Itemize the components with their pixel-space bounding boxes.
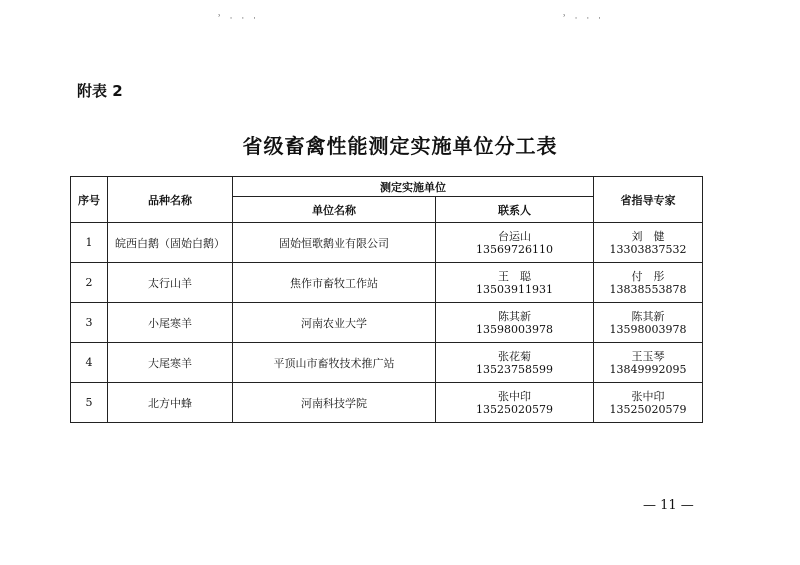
expert-phone: 13598003978 bbox=[609, 322, 687, 336]
assignment-table bbox=[70, 176, 703, 423]
row-expert bbox=[594, 383, 703, 423]
table-row bbox=[71, 343, 703, 383]
attachment-label: 附表 2 bbox=[77, 82, 123, 100]
contact-phone: 13503911931 bbox=[476, 282, 553, 296]
row-contact bbox=[436, 343, 594, 383]
row-breed: 北方中蜂 bbox=[108, 383, 233, 423]
expert-name: 付 彤 bbox=[631, 269, 665, 283]
row-expert bbox=[594, 343, 703, 383]
header-unit-name: 单位名称 bbox=[233, 197, 436, 223]
header-seq: 序号 bbox=[71, 177, 108, 223]
contact-phone: 13523758599 bbox=[476, 362, 553, 376]
contact-name: 张花菊 bbox=[498, 349, 531, 363]
row-breed: 太行山羊 bbox=[108, 263, 233, 303]
row-contact bbox=[436, 303, 594, 343]
row-seq: 5 bbox=[71, 383, 108, 423]
contact-name: 王 聪 bbox=[498, 269, 531, 283]
header-unit-group: 测定实施单位 bbox=[233, 177, 594, 197]
expert-name: 陈其新 bbox=[631, 309, 665, 323]
row-unit: 平顶山市畜牧技术推广站 bbox=[233, 343, 436, 383]
header-contact: 联系人 bbox=[436, 197, 594, 223]
page-title: 省级畜禽性能测定实施单位分工表 bbox=[242, 134, 558, 158]
scan-artifact: ʾ · · · bbox=[563, 14, 604, 24]
row-unit: 固始恒歌鹅业有限公司 bbox=[233, 223, 436, 263]
expert-phone: 13303837532 bbox=[609, 242, 687, 256]
expert-phone: 13849992095 bbox=[609, 362, 687, 376]
row-expert bbox=[594, 263, 703, 303]
row-contact bbox=[436, 223, 594, 263]
contact-phone: 13598003978 bbox=[476, 322, 553, 336]
table-row bbox=[71, 383, 703, 423]
header-expert: 省指导专家 bbox=[594, 177, 703, 223]
row-expert bbox=[594, 223, 703, 263]
expert-name: 刘 健 bbox=[631, 229, 665, 243]
expert-name: 张中印 bbox=[631, 389, 665, 403]
row-contact bbox=[436, 383, 594, 423]
row-seq: 3 bbox=[71, 303, 108, 343]
expert-phone: 13525020579 bbox=[609, 402, 687, 416]
contact-name: 陈其新 bbox=[498, 309, 531, 323]
row-contact bbox=[436, 263, 594, 303]
row-seq: 4 bbox=[71, 343, 108, 383]
row-breed: 皖西白鹅（固始白鹅） bbox=[108, 223, 233, 263]
scan-artifact: ʾ · · · bbox=[218, 14, 259, 24]
row-breed: 大尾寒羊 bbox=[108, 343, 233, 383]
expert-phone: 13838553878 bbox=[609, 282, 687, 296]
row-unit: 焦作市畜牧工作站 bbox=[233, 263, 436, 303]
header-breed: 品种名称 bbox=[108, 177, 233, 223]
contact-phone: 13569726110 bbox=[476, 242, 553, 256]
contact-name: 台运山 bbox=[498, 229, 531, 243]
row-breed: 小尾寒羊 bbox=[108, 303, 233, 343]
row-seq: 2 bbox=[71, 263, 108, 303]
table-row bbox=[71, 263, 703, 303]
table-row bbox=[71, 303, 703, 343]
row-unit: 河南科技学院 bbox=[233, 383, 436, 423]
contact-name: 张中印 bbox=[498, 389, 531, 403]
table-row bbox=[71, 223, 703, 263]
contact-phone: 13525020579 bbox=[476, 402, 553, 416]
row-expert bbox=[594, 303, 703, 343]
row-unit: 河南农业大学 bbox=[233, 303, 436, 343]
page-number: — 11 — bbox=[643, 498, 694, 513]
row-seq: 1 bbox=[71, 223, 108, 263]
expert-name: 王玉琴 bbox=[631, 349, 665, 363]
